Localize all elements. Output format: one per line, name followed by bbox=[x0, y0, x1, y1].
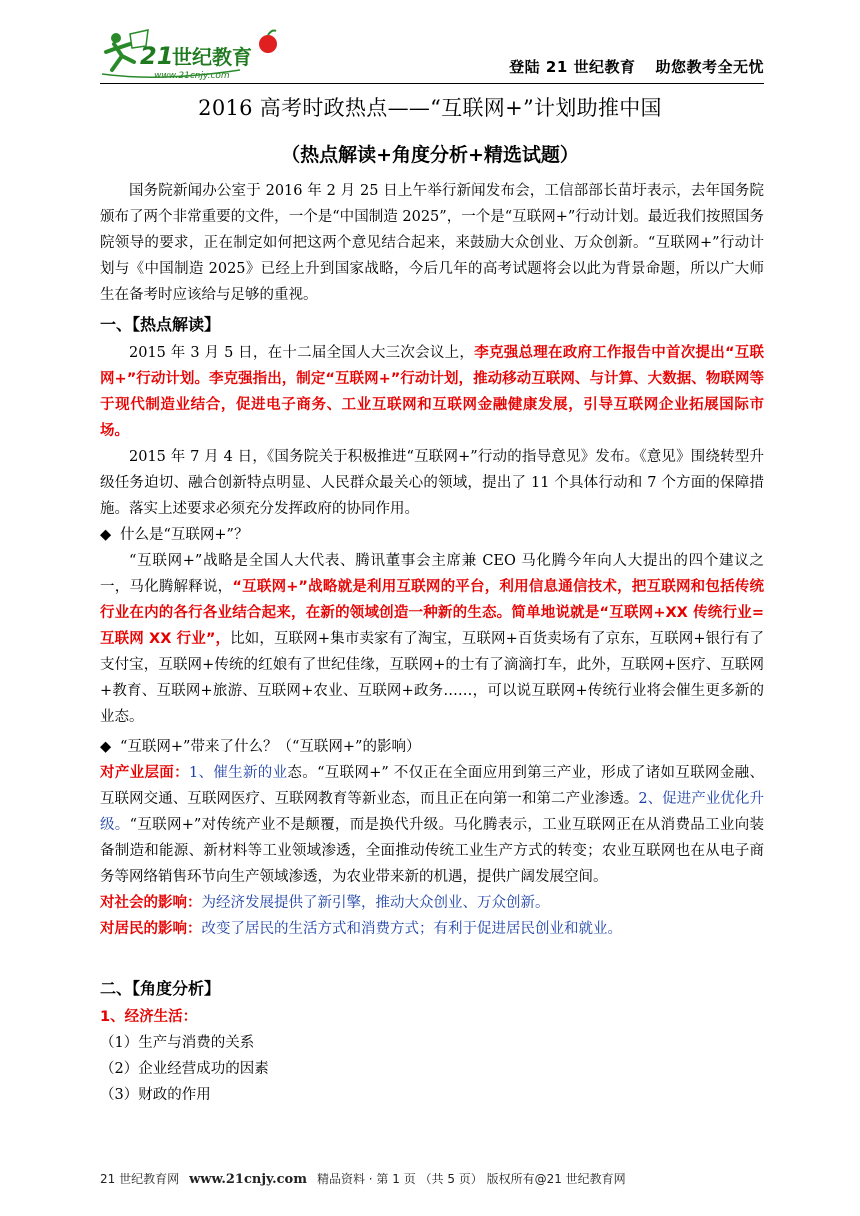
footer-left: 21 世纪教育网 bbox=[100, 1172, 180, 1186]
question-text: “互联网+”带来了什么？（“互联网+”的影响） bbox=[120, 739, 421, 755]
spacer bbox=[100, 942, 764, 972]
resident-text: 改变了居民的生活方式和消费方式；有利于促进居民创业和就业。 bbox=[201, 921, 622, 937]
p1-highlight: 李克强总理在政府工作报告中首次提出“互联网+”行动计划。李克强指出，制定“互联网+”行动计划，推动移动互联网、与计算、大数据、物联网等于现代制造业结合，促进电子商务、工业互联网和互联网金融健康发展，引导互联网企业拓展国际市场。 bbox=[100, 345, 764, 439]
society-text: 为经济发展提供了新引擎，推动大众创业、万众创新。 bbox=[201, 895, 550, 911]
industry-point-1: 1、催生新的业 bbox=[188, 765, 288, 781]
paragraph-2015-march bbox=[100, 340, 764, 444]
resident-label: 对居民的影响： bbox=[100, 921, 202, 937]
document-title: 2016 高考时政热点——“互联网+”计划助推中国 bbox=[198, 96, 662, 120]
footer-site-link[interactable]: www.21cnjy.com bbox=[189, 1172, 307, 1187]
svg-text:21: 21 bbox=[140, 42, 174, 70]
header-divider bbox=[100, 83, 764, 84]
slogan-tagline: 助您教考全无忧 bbox=[655, 58, 764, 76]
question-text: 什么是“互联网+”？ bbox=[120, 527, 249, 543]
p3-plain-b: 比如，互联网+集市卖家有了淘宝，互联网+百货卖场有了京东，互联网+银行有了支付宝，互联网+传统的红娘有了世纪佳缘，互联网+的士有了滴滴打车，此外，互联网+医疗、互联网+教育、互联网+旅游、互联网+农业、互联网+政务……，可以说互联网+传统行业将会催生更多新的业态。 bbox=[100, 631, 765, 725]
intro-paragraph: 国务院新闻办公室于 2016 年 2 月 25 日上午举行新闻发布会，工信部部长苗圩表示，去年国务院颁布了两个非常重要的文件，一个是“中国制造 2025”，一个是“互联网+”行动计划。最近我们按照国务院领导的要求，正在制定如何把这两个意见结合起来，来鼓励大众创业、万众创新。“互联网+”行动计划与《中国制造 2025》已经上升到国家战略，今后几年的高考试题将会以此为背景命题，所以广大师生在备考时应该给与足够的重视。 bbox=[100, 183, 764, 303]
society-label: 对社会的影响： bbox=[100, 895, 202, 911]
paragraph-resident-impact bbox=[100, 916, 764, 942]
industry-text-2: “互联网+”对传统产业不是颠覆，而是换代升级。马化腾表示，工业互联网正在从消费品工业向装备制造和能源、新材料等工业领域渗透，全面推动传统工业生产方式的转变；农业互联网也在从电子商务等网络销售环节向生产领域渗透，为农业带来新的机遇，提供广阔发展空间。 bbox=[100, 817, 764, 885]
paragraph-definition bbox=[100, 548, 764, 730]
page-header bbox=[100, 26, 764, 88]
industry-label: 对产业层面： bbox=[100, 765, 189, 781]
subheading-economic-life: 1、经济生活： bbox=[100, 1009, 198, 1025]
site-logo[interactable] bbox=[100, 26, 290, 82]
p3-plain-a: “互联网+”战略是全国人大代表、腾讯董事会主席兼 CEO 马化腾今年向人大提出的四个建议之一，马化腾解释说， bbox=[100, 553, 764, 595]
industry-text-1: 态。“互联网+” 不仅正在全面应用到第三产业，形成了诸如互联网金融、互联网交通、互联网医疗、互联网教育等新业态，而且正在向第一和第二产业渗透。 bbox=[100, 765, 764, 807]
slogan-login[interactable]: 登陆 21 世纪教育 bbox=[509, 58, 636, 76]
logo-text: 世纪教育 bbox=[172, 45, 252, 69]
list-item: （3）财政的作用 bbox=[100, 1087, 211, 1103]
paragraph-2015-july: 2015 年 7 月 4 日，《国务院关于积极推进“互联网+”行动的指导意见》发布。《意见》围绕转型升级任务迫切、融合创新特点明显、人民群众最关心的领域，提出了 11 个具体行动和 7 个方面的保障措施。落实上述要求必须充分发挥政府的协同作用。 bbox=[100, 449, 764, 517]
document-body bbox=[100, 178, 764, 1108]
svg-text:www.21cnjy.com: www.21cnjy.com bbox=[154, 71, 230, 81]
footer-right: 精品资料 · 第 1 页 （共 5 页） 版权所有@21 世纪教育网 bbox=[316, 1172, 626, 1186]
document-subtitle: （热点解读+角度分析+精选试题） bbox=[281, 144, 579, 166]
paragraph-industry-impact bbox=[100, 760, 764, 890]
paragraph-society-impact bbox=[100, 890, 764, 916]
p3-highlight: “互联网+”战略就是利用互联网的平台，利用信息通信技术，把互联网和包括传统行业在内的各行各业结合起来，在新的领域创造一种新的生态。简单地说就是“互联网+XX 传统行业=互联网 XX 行业”， bbox=[100, 579, 764, 647]
section-heading-angle-analysis: 二、【角度分析】 bbox=[100, 979, 221, 998]
question-what-is bbox=[100, 522, 764, 548]
section-heading-hot-reading: 一、【热点解读】 bbox=[100, 315, 221, 334]
list-item: （1）生产与消费的关系 bbox=[100, 1035, 255, 1051]
list-item: （2）企业经营成功的因素 bbox=[100, 1061, 269, 1077]
header-slogan bbox=[509, 56, 764, 77]
logo-graphic bbox=[100, 26, 290, 82]
p1-plain: 2015 年 3 月 5 日，在十二届全国人大三次会议上， bbox=[129, 345, 475, 361]
diamond-bullet-icon: ◆ bbox=[100, 527, 112, 543]
industry-point-2: 2、促进产业优化升级。 bbox=[100, 791, 764, 833]
question-impact bbox=[100, 734, 764, 760]
diamond-bullet-icon: ◆ bbox=[100, 739, 112, 755]
page-footer bbox=[100, 1170, 764, 1187]
